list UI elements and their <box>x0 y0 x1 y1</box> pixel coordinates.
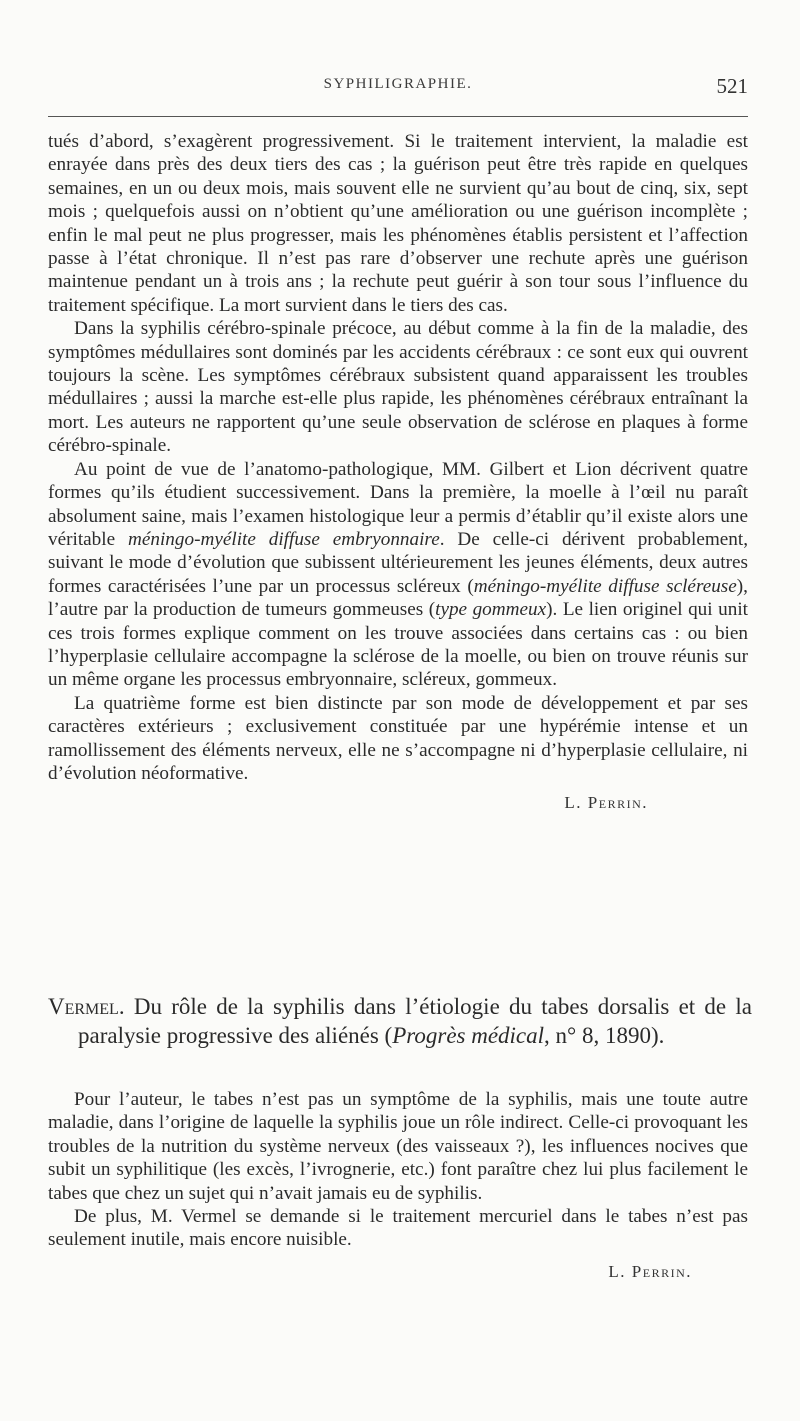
text-run: Au point de vue de l’anatomo-pathologique, MM. Gilbert et Lion décrivent quatre formes qu’ils étudient successivement. Dans la première, la moelle à l’œil nu paraît absolument saine, mais l’examen histologique leur a permis d’établir qu’il existe alors une véritable <box>48 458 748 550</box>
page-number: 521 <box>716 74 748 98</box>
paragraph-anatomy <box>48 458 748 692</box>
paragraph: Pour l’auteur, le tabes n’est pas un symptôme de la syphilis, mais une toute autre maladie, dans l’origine de laquelle la syphilis joue un rôle indirect. Celle-ci provoquant les troubles de la nutrition du système nerveux (des vaisseaux ?), les influences nocives que subit un syphilitique (les excès, l’ivrognerie, etc.) font paraître chez lui plus facilement le tabes que chez un sujet qui n’avait jamais eu de syphilis. <box>48 1089 748 1204</box>
italic-term: type gommeux <box>435 599 547 621</box>
paragraph: Dans la syphilis cérébro-spinale précoce, au début comme à la fin de la maladie, des symptômes médullaires sont dominés par les accidents cérébraux : ce sont eux qui ouvrent toujours la scène. Les symptômes cérébraux subsistent quand apparaissent les troubles médullaires ; aussi la marche est-elle plus rapide, les phénomènes cérébraux entraînant la mort. Les auteurs ne rapportent qu’une seule observation de sclérose en plaques à forme cérébro-spinale. <box>48 318 748 457</box>
paragraph: De plus, M. Vermel se demande si le traitement mercuriel dans le tabes n’est pas seulement inutile, mais encore nuisible. <box>48 1206 748 1251</box>
article-heading <box>48 992 752 1050</box>
text-run: ), l’autre par la production de tumeurs gommeuses ( <box>48 575 748 621</box>
article-title: Du rôle de la syphilis dans l’étiologie du tabes dorsalis et de la paralysie progressive des aliénés ( <box>78 994 752 1048</box>
article-continuation <box>48 130 748 815</box>
running-title: SYPHILIGRAPHIE. <box>323 76 473 92</box>
text-run: ). Le lien originel qui unit ces trois formes explique comment on les trouve associées dans certains cas : ou bien l’hyperplasie cellulaire accompagne la sclérose de la moelle, ou bien on trouve réunis sur un même organe les processus embryonnaire, scléreux, gommeux. <box>48 599 748 691</box>
journal-name: Progrès médical <box>392 1023 545 1048</box>
signature: L. Perrin. <box>564 793 648 813</box>
paragraph: tués d’abord, s’exagèrent progressivement. Si le traitement intervient, la maladie est enrayée dans près des deux tiers des cas ; la guérison peut être très rapide en quelques semaines, en un ou deux mois, mais souvent elle ne survient qu’au bout de cinq, six, sept mois ; quelquefois aussi on n’obtient qu’une amélioration ou une guérison incomplète ; enfin le mal peut ne plus progresser, mais les phénomènes établis persistent et l’affection passe à l’état chronique. Il n’est pas rare d’observer une rechute après une guérison maintenue pendant un à trois ans ; la rechute peut guérir à son tour sous l’influence du traitement spécifique. La mort survient dans le tiers des cas. <box>48 131 748 316</box>
paragraph: La quatrième forme est bien distincte par son mode de développement et par ses caractères extérieurs ; exclusivement constituée par une hypérémie intense et un ramollissement des éléments nerveux, elle ne s’accompagne ni d’hyperplasie cellulaire, ni d’évolution néoformative. <box>48 692 748 784</box>
article-citation: , n° 8, 1890). <box>544 1023 665 1048</box>
article-body <box>48 1088 748 1283</box>
italic-term: méningo-myélite diffuse scléreuse <box>473 575 737 597</box>
header-rule <box>48 116 748 117</box>
signature: L. Perrin. <box>608 1261 692 1281</box>
article-author: Vermel. <box>48 994 125 1019</box>
running-head <box>48 76 748 102</box>
italic-term: méningo-myélite diffuse embryonnaire <box>128 528 440 550</box>
text-run: . De celle-ci dérivent probablement, suivant le mode d’évolution que subissent ultérieurement les jeunes éléments, deux autres formes caractérisées l’une par un processus scléreux ( <box>48 528 748 597</box>
